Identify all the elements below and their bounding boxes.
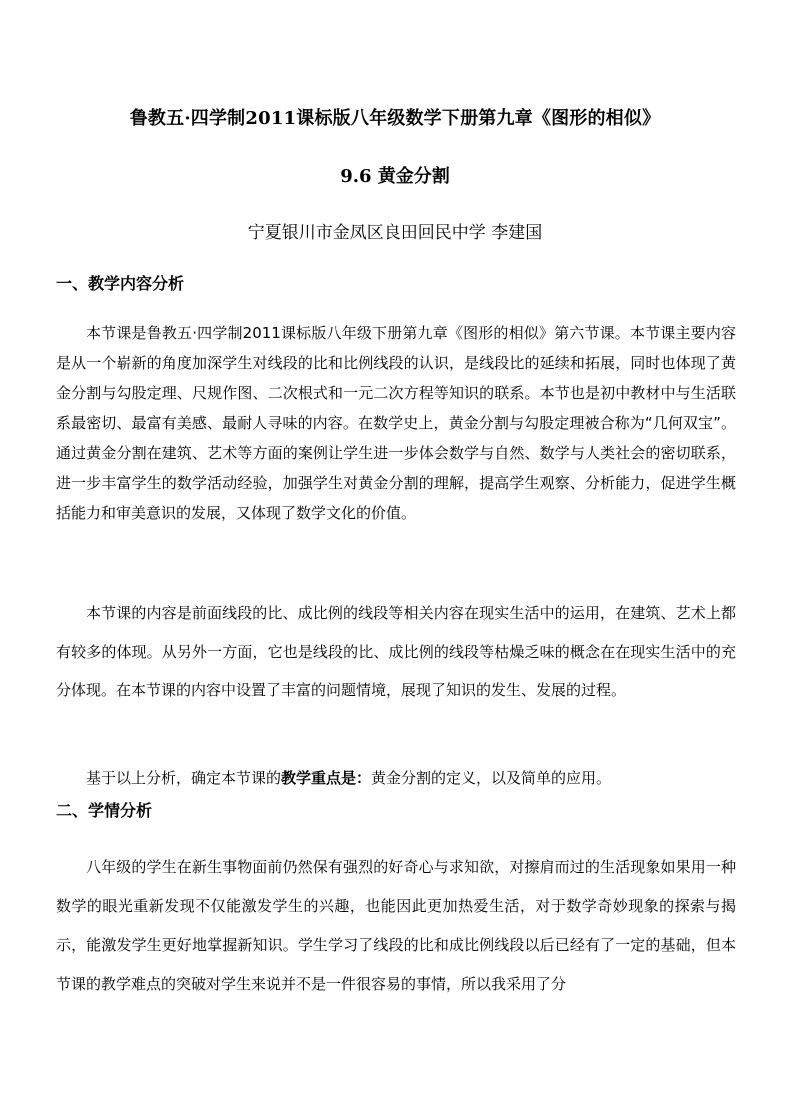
key-points-text: 黄金分割的定义，以及简单的应用。 (371, 769, 612, 787)
paragraph-text: 本节课的内容是前面线段的比、成比例的线段等相关内容在现实生活中的运用，在建筑、艺术上都有较多的体现。从另外一方面，它也是线段的比、成比例的线段等枯燥乏味的概念在在现实生活中的充分体现。在本节课的内容中设置了丰富的问题情境，展现了知识的发生、发展的过程。 (56, 604, 736, 699)
paragraph-text: 八年级的学生在新生事物面前仍然保有强烈的好奇心与求知欲，对擦肩而过的生活现象如果用一种数学的眼光重新发现不仅能激发学生的兴趣，也能因此更加热爱生活，对于数学奇妙现象的探索与揭示，能激发学生更好地掌握新知识。学生学习了线段的比和成比例线段以后已经有了一定的基础，但本节课的教学难点的突破对学生来说并不是一件很容易的事情，所以我采用了分 (56, 858, 736, 993)
paragraph-student-analysis (56, 848, 736, 1004)
author-line: 宁夏银川市金凤区良田回民中学 李建国 (247, 223, 543, 243)
section-heading-content-analysis: 一、教学内容分析 (56, 274, 185, 293)
paragraph-content-application (56, 594, 736, 710)
document-title: 鲁教五·四学制2011课标版八年级数学下册第九章《图形的相似》 (129, 108, 661, 129)
paragraph-text: 本节课是鲁教五·四学制2011课标版八年级下册第九章《图形的相似》第六节课。本节课主要内容是从一个崭新的角度加深学生对线段的比和比例线段的认识，是线段比的延续和拓展，同时也体现了黄金分割与勾股定理、尺规作图、二次根式和一元二次方程等知识的联系。本节也是初中教材中与生活联系最密切、最富有美感、最耐人寻味的内容。在数学史上，黄金分割与勾股定理被合称为“几何双宝”。通过黄金分割在建筑、艺术等方面的案例让学生进一步体会数学与自然、数学与人类社会的密切联系，进一步丰富学生的数学活动经验，加强学生对黄金分割的理解，提高学生观察、分析能力，促进学生概括能力和审美意识的发展，又体现了数学文化的价值。 (56, 324, 736, 522)
paragraph-content-analysis (56, 318, 736, 528)
section-title: 9.6 黄金分割 (340, 166, 450, 187)
key-points-label: 教学重点是： (281, 769, 372, 787)
key-points-prefix: 基于以上分析，确定本节课的 (86, 769, 282, 787)
section-heading-student-analysis: 二、学情分析 (56, 801, 153, 820)
paragraph-key-points (56, 766, 736, 790)
paragraph-text (56, 766, 736, 790)
